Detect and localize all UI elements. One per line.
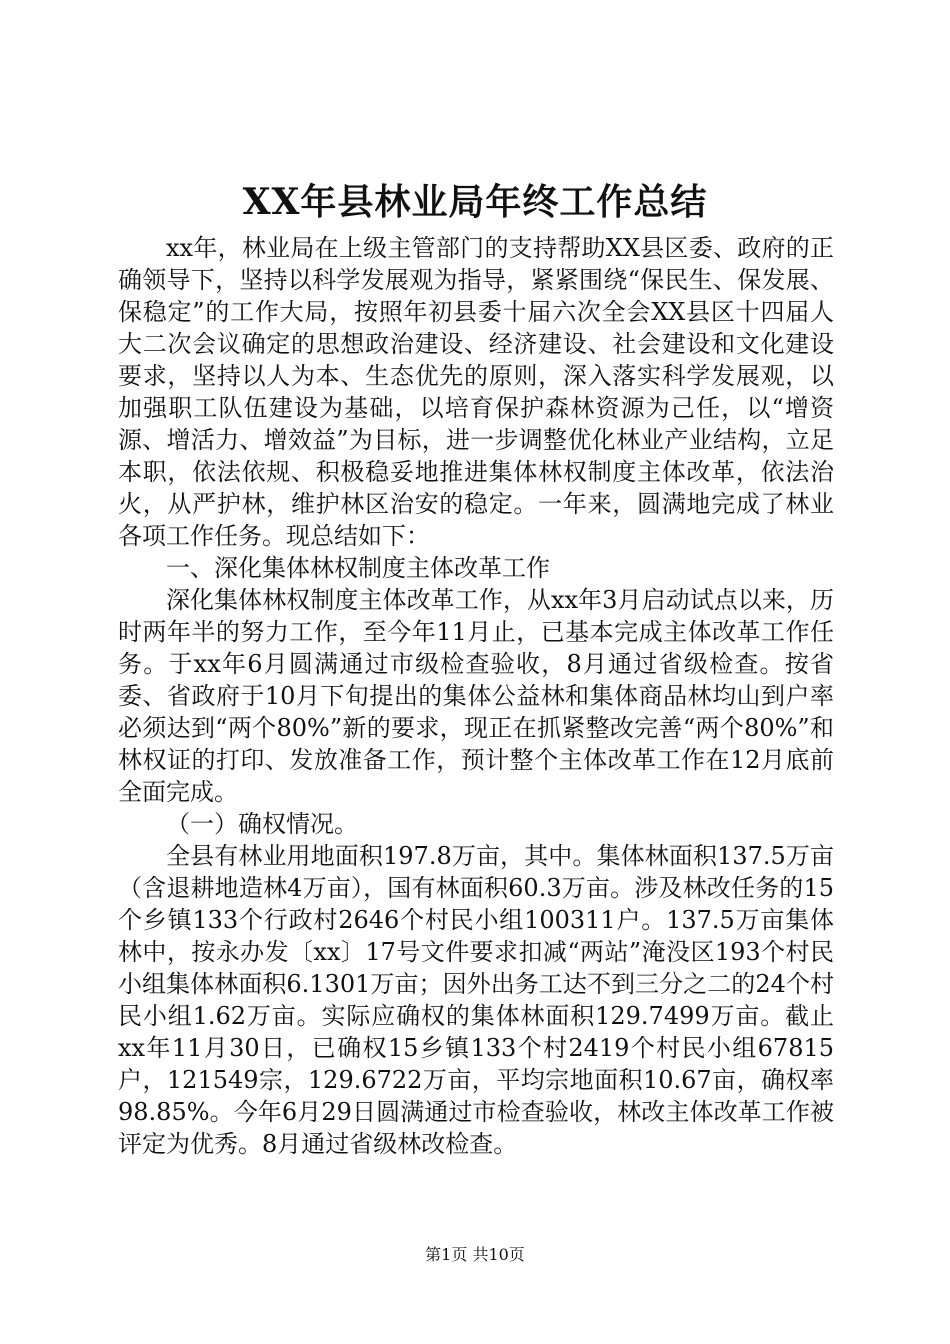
document-title: XX年县林业局年终工作总结 bbox=[242, 181, 708, 223]
intro-paragraph: xx年，林业局在上级主管部门的支持帮助XX县区委、政府的正确领导下，坚持以科学发展观为指导，紧紧围绕“保民生、保发展、保稳定”的工作大局，按照年初县委十届六次全会XX县区十四届人大二次会议确定的思想政治建设、经济建设、社会建设和文化建设要求，坚持以人为本、生态优先的原则，深入落实科学发展观，以加强职工队伍建设为基础，以培育保护森林资源为己任，以“增资源、增活力、增效益”为目标，进一步调整优化林业产业结构，立足本职，依法依规、积极稳妥地推进集体林权制度主体改革，依法治火，从严护林，维护林区治安的稳定。一年来，圆满地完成了林业各项工作任务。现总结如下： bbox=[118, 234, 834, 550]
subsection-heading: （一）确权情况。 bbox=[166, 810, 358, 838]
subsection-paragraph: 全县有林业用地面积197.8万亩，其中。集体林面积137.5万亩（含退耕地造林4万亩），国有林面积60.3万亩。涉及林改任务的15个乡镇133个行政村2646个村民小组100311户。137.5万亩集体林中，按永办发〔xx〕17号文件要求扣减“两站”淹没区193个村民小组集体林面积6.1301万亩；因外出务工达不到三分之二的24个村民小组1.62万亩。实际应确权的集体林面积129.7499万亩。截止xx年11月30日，已确权15乡镇133个村2419个村民小组67815户，121549宗，129.6722万亩，平均宗地面积10.67亩，确权率98.85%。今年6月29日圆满通过市检查验收，林改主体改革工作被评定为优秀。8月通过省级林改检查。 bbox=[118, 842, 834, 1158]
page-number-footer: 第1页 共10页 bbox=[425, 1245, 525, 1264]
section-paragraph: 深化集体林权制度主体改革工作，从xx年3月启动试点以来，历时两年半的努力工作，至今年11月止，已基本完成主体改革工作任务。于xx年6月圆满通过市级检查验收，8月通过省级检查。按省委、省政府于10月下旬提出的集体公益林和集体商品林均山到户率必须达到“两个80%”新的要求，现正在抓紧整改完善“两个80%”和林权证的打印、发放准备工作，预计整个主体改革工作在12月底前全面完成。 bbox=[118, 586, 834, 806]
document-body bbox=[118, 232, 834, 1160]
section-heading: 一、深化集体林权制度主体改革工作 bbox=[166, 554, 550, 582]
